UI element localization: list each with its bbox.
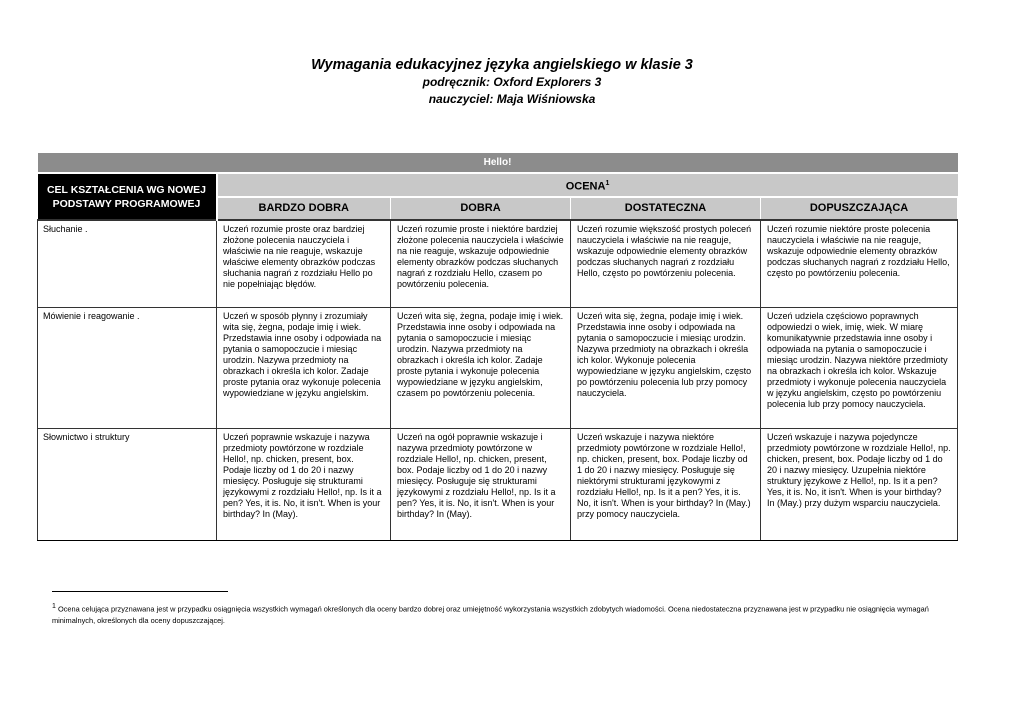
requirement-cell: Uczeń poprawnie wskazuje i nazywa przedmioty powtórzone w rozdziale Hello!, np. chicken, present, box. Podaje liczby od 1 do 20 i nazwy miesięcy. Posługuje się strukturami językowymi z rozdziału Hello!, np. Is it a pen? Yes, it is. No, it isn't. When is your birthday? In (May).	[217, 428, 391, 540]
document-header	[0, 56, 1024, 108]
requirements-table	[37, 153, 958, 541]
teacher-line: nauczyciel: Maja Wiśniowska	[428, 92, 596, 106]
table-row	[38, 220, 958, 307]
goal-column-header: CEL KSZTAŁCENIA WG NOWEJ PODSTAWY PROGRAMOWEJ	[38, 173, 217, 220]
requirement-cell: Uczeń wita się, żegna, podaje imię i wiek. Przedstawia inne osoby i odpowiada na pytania o samopoczucie i miesiąc urodzin. Nazywa przedmioty na obrazkach i określa ich kolor. Wykonuje polecenia wypowiedziane w języku angielskim, często po powtórzeniu polecenia lub przy pomocy nauczyciela.	[571, 307, 761, 428]
grade-header-dopuszczajaca: DOPUSZCZAJĄCA	[761, 197, 958, 220]
grade-group-row	[38, 173, 958, 197]
grade-group-header	[217, 173, 958, 197]
grade-header-dobra: DOBRA	[391, 197, 571, 220]
grade-group-label: OCENA	[565, 180, 606, 193]
footnote-number: 1	[52, 603, 56, 610]
requirement-cell: Uczeń rozumie niektóre proste polecenia nauczyciela i właściwie na nie reaguje, wskazuje odpowiednie elementy obrazków podczas słuchanych nagrań z rozdziału Hello, często po powtórzeniu polecenia.	[761, 220, 958, 307]
table-row	[38, 428, 958, 540]
requirement-cell: Uczeń na ogół poprawnie wskazuje i nazywa przedmioty powtórzone w rozdziale Hello!, np. chicken, present, box. Podaje liczby od 1 do 20 i nazwy miesięcy. Posługuje się strukturami językowymi z rozdziału Hello!, np. Is it a pen? Yes, it is. No, it isn't. When is your birthday? In (May).	[391, 428, 571, 540]
footnote-mark: 1	[605, 179, 610, 187]
goal-cell: Mówienie i reagowanie .	[38, 307, 217, 428]
requirement-cell: Uczeń wskazuje i nazywa niektóre przedmioty powtórzone w rozdziale Hello!, np. chicken, present, box. Podaje liczby od 1 do 20 i nazwy miesięcy. Posługuje się niektórymi strukturami językowymi z rozdziału Hello!, np. Is it a pen? Yes, it is. No, it isn't. When is your birthday? In (May.) przy pomocy nauczyciela.	[571, 428, 761, 540]
textbook-line: podręcznik: Oxford Explorers 3	[422, 75, 602, 89]
unit-title-row	[38, 153, 958, 173]
requirement-cell: Uczeń wita się, żegna, podaje imię i wiek. Przedstawia inne osoby i odpowiada na pytania o samopoczucie i miesiąc urodzin. Nazywa przedmioty na obrazkach i określa ich kolor. Zadaje proste pytania i wykonuje polecenia wypowiedziane w języku angielskim, czasem po powtórzeniu polecenia.	[391, 307, 571, 428]
requirement-cell: Uczeń rozumie proste oraz bardziej złożone polecenia nauczyciela i właściwie na nie reaguje, wskazuje właściwe elementy obrazków podczas słuchania nagrań z rozdziału Hello po nie popełniając błędów.	[217, 220, 391, 307]
grade-header-bardzo-dobra: BARDZO DOBRA	[217, 197, 391, 220]
footnote	[52, 601, 932, 627]
goal-cell: Słownictwo i struktury	[38, 428, 217, 540]
footnote-text: Ocena celująca przyznawana jest w przypadku osiągnięcia wszystkich wymagań określonych dla oceny bardzo dobrej oraz umiejętność wykorzystania wszystkich zdobytych wiadomości. Ocena niedostateczna przyznawana jest w przypadku nie osiągnięcia wymagań minimalnych, określonych dla oceny dopuszczającej.	[52, 604, 929, 626]
requirement-cell: Uczeń udziela częściowo poprawnych odpowiedzi o wiek, imię, wiek. W miarę komunikatywnie przedstawia inne osoby i odpowiada na pytania o samopoczucie i miesiąc urodzin. Nazywa niektóre przedmioty na obrazkach i określa ich kolor. Wskazuje przedmioty i wykonuje polecenia nauczyciela w języku angielskim, często po powtórzeniu polecenia lub przy pomocy nauczyciela.	[761, 307, 958, 428]
requirement-cell: Uczeń w sposób płynny i zrozumiały wita się, żegna, podaje imię i wiek. Przedstawia inne osoby i odpowiada na pytania o samopoczucie i miesiąc urodzin. Nazywa przedmioty na obrazkach i określa ich kolor. Zadaje proste pytania oraz wykonuje polecenia wypowiedziane w języku angielskim.	[217, 307, 391, 428]
page-title: Wymagania edukacyjnez języka angielskiego w klasie 3	[311, 57, 693, 73]
unit-title: Hello!	[38, 153, 958, 173]
grade-header-dostateczna: DOSTATECZNA	[571, 197, 761, 220]
requirement-cell: Uczeń wskazuje i nazywa pojedyncze przedmioty powtórzone w rozdziale Hello!, np. chicken, present, box. Podaje liczby od 1 do 20 i nazwy miesięcy. Uzupełnia niektóre struktury językowe z Hello!, np. Is it a pen? Yes, it is. No, it isn't. When is your birthday? In (May.) przy dużym wsparciu nauczyciela.	[761, 428, 958, 540]
requirement-cell: Uczeń rozumie większość prostych poleceń nauczyciela i właściwie na nie reaguje, wskazuje odpowiednie elementy obrazków podczas słuchanych nagrań z rozdziału Hello, często po powtórzeniu polecenia.	[571, 220, 761, 307]
table-row	[38, 307, 958, 428]
footnote-separator	[52, 591, 228, 592]
requirement-cell: Uczeń rozumie proste i niektóre bardziej złożone polecenia nauczyciela i właściwie na nie reaguje, wskazuje odpowiednie elementy obrazków podczas słuchanych nagrań z rozdziału Hello, czasem po powtórzeniu polecenia.	[391, 220, 571, 307]
goal-cell: Słuchanie .	[38, 220, 217, 307]
